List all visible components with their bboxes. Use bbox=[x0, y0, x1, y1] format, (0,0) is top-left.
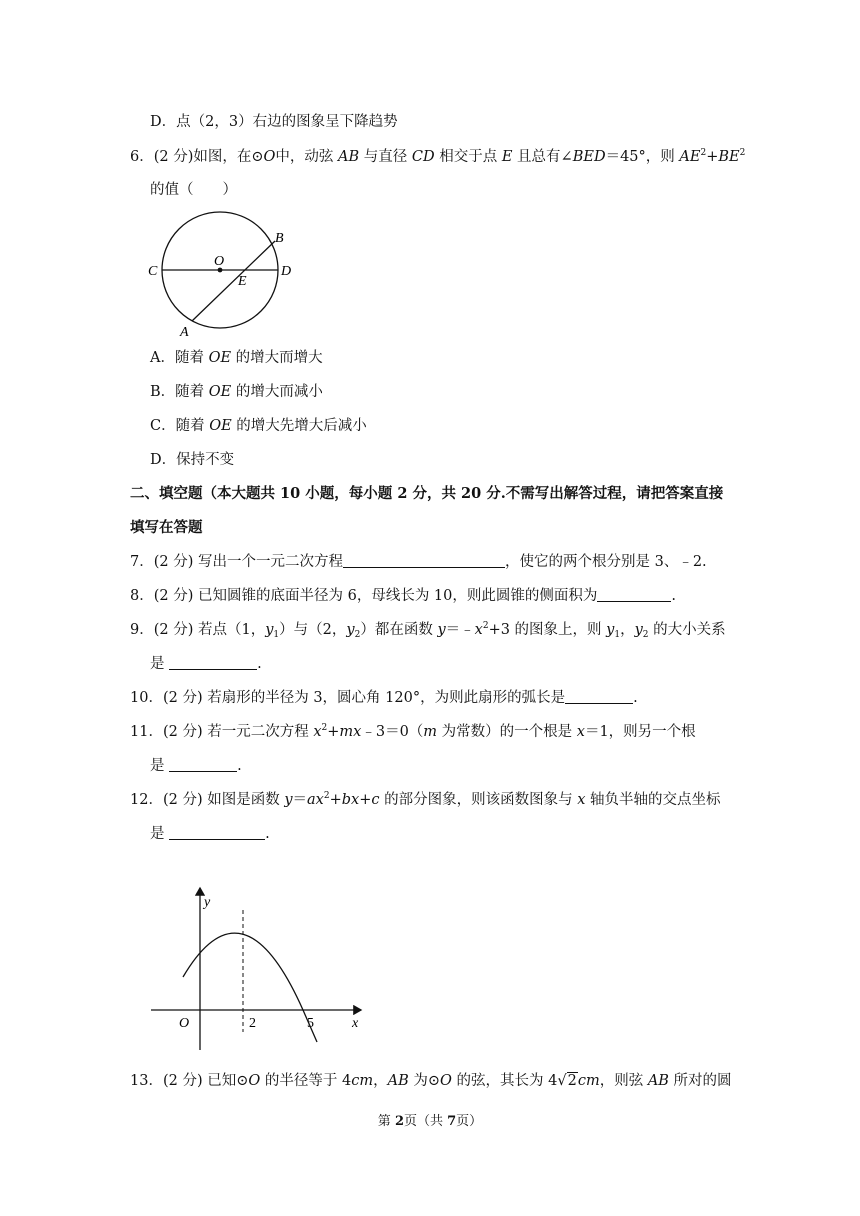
label-d: D bbox=[281, 264, 292, 279]
page-footer: 第 2页（共 7页） bbox=[377, 1114, 483, 1129]
label-y: y bbox=[204, 895, 211, 910]
label-o: O bbox=[214, 254, 225, 269]
q12-parabola-figure bbox=[145, 882, 370, 1054]
section2-heading-line2: 填写在答题 bbox=[130, 519, 203, 536]
q7-answer-blank[interactable] bbox=[343, 553, 505, 568]
label-e: E bbox=[238, 274, 247, 289]
q9-answer-blank[interactable] bbox=[169, 655, 257, 670]
q6-option-b: B．随着 OE 的增大而减小 bbox=[150, 384, 323, 400]
section2-heading: 二、填空题（本大题共 10 小题，每小题 2 分，共 20 分.不需写出解答过程，请把答案直接 bbox=[130, 485, 724, 502]
q12-line2: 是 . bbox=[150, 826, 270, 842]
label-b: B bbox=[275, 231, 284, 246]
q6-stem-line2: 的值（ ） bbox=[150, 182, 237, 198]
q9-line2: 是 . bbox=[150, 656, 262, 672]
label-x: x bbox=[352, 1016, 359, 1031]
q12-answer-blank[interactable] bbox=[169, 825, 265, 840]
label-origin: O bbox=[179, 1016, 190, 1031]
q6-option-c: C．随着 OE 的增大先增大后减小 bbox=[150, 418, 367, 434]
q6-option-a: A．随着 OE 的增大而增大 bbox=[150, 350, 323, 366]
label-2: 2 bbox=[249, 1016, 256, 1031]
q12: 12．(2 分) 如图是函数 $y=ax^2+bx+c$ 的部分图象，则该函数图象与 x 轴负半轴的交点坐标 bbox=[130, 791, 721, 808]
q13: 13．(2 分) 已知⊙O 的半径等于 4cm，AB 为⊙O 的弦，其长为 4√2cm，则弦 AB 所对的圆 bbox=[130, 1073, 732, 1089]
q11-line2: 是 . bbox=[150, 758, 242, 774]
label-c: C bbox=[148, 264, 158, 279]
q10-answer-blank[interactable] bbox=[565, 689, 633, 704]
q11-answer-blank[interactable] bbox=[169, 757, 237, 772]
q9: 9．(2 分) 若点（1，$y_1$）与（2，$y_2$）都在函数 $y=﹣x^2+3$ 的图象上，则 $y_1$，$y_2$ 的大小关系 bbox=[130, 621, 726, 640]
q8: 8．(2 分) 已知圆锥的底面半径为 6，母线长为 10，则此圆锥的侧面积为 . bbox=[130, 588, 676, 604]
q5-option-d: D．点（2，3）右边的图象呈下降趋势 bbox=[150, 114, 398, 130]
label-5: 5 bbox=[307, 1016, 314, 1031]
q6-option-d: D．保持不变 bbox=[150, 452, 235, 468]
q7: 7．(2 分) 写出一个一元二次方程 ，使它的两个根分别是 3、﹣2. bbox=[130, 554, 707, 570]
q6-stem: 6．(2 分)如图，在⊙O中，动弦 AB 与直径 CD 相交于点 E 且总有∠BED＝45°，则 $AE^2+BE^2$ bbox=[130, 148, 746, 165]
q10: 10．(2 分) 若扇形的半径为 3，圆心角 120°，为则此扇形的弧长是 . bbox=[130, 690, 638, 706]
q8-answer-blank[interactable] bbox=[597, 587, 671, 602]
q11: 11．(2 分) 若一元二次方程 $x^2+mx﹣3=0(m$ 为常数）的一个根是 x＝1，则另一个根 bbox=[130, 723, 696, 740]
label-a: A bbox=[180, 325, 189, 340]
sqrt-symbol: √2 bbox=[557, 1073, 577, 1089]
q6-circle-figure bbox=[140, 208, 310, 343]
